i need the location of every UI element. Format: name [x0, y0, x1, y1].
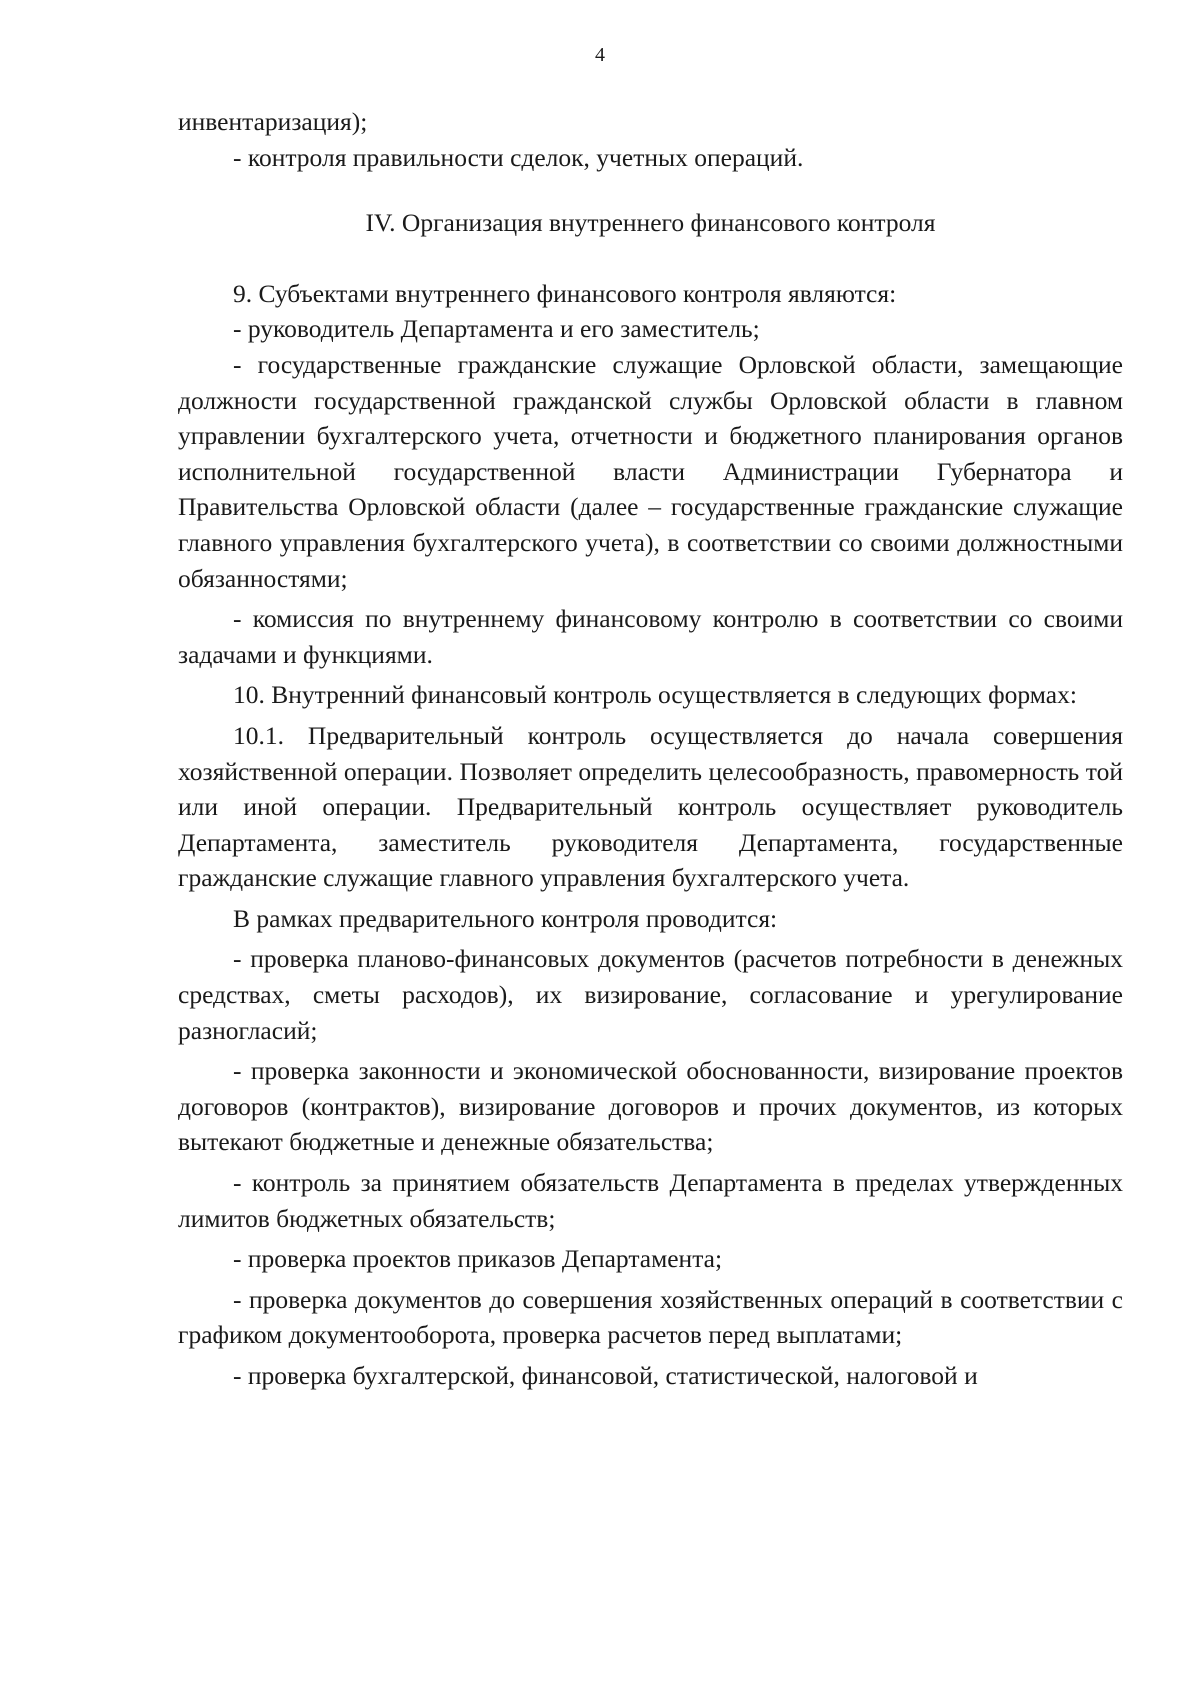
- section-heading: IV. Организация внутреннего финансового контроля: [365, 208, 936, 238]
- paragraph: инвентаризация);: [178, 107, 368, 136]
- paragraph: - контроль за принятием обязательств Департамента в пределах утвержденных лимитов бюджетных обязательств;: [178, 1168, 1123, 1233]
- paragraph: 10. Внутренний финансовый контроль осуществляется в следующих формах:: [233, 680, 1077, 710]
- paragraph: 9. Субъектами внутреннего финансового контроля являются:: [233, 278, 897, 308]
- paragraph: В рамках предварительного контроля проводится:: [233, 903, 778, 933]
- paragraph: - проверка документов до совершения хозяйственных операций в соответствии с графиком документооборота, проверка расчетов перед выплатами;: [178, 1284, 1123, 1350]
- document-body: [178, 104, 1123, 1394]
- page-number: 4: [595, 44, 605, 66]
- paragraph: - комиссия по внутреннему финансовому контролю в соответствии со своими задачами и функциями.: [178, 604, 1123, 669]
- paragraph: - контроля правильности сделок, учетных операций.: [233, 142, 804, 172]
- paragraph: - проверка планово-финансовых документов (расчетов потребности в денежных средствах, сметы расходов), их визирование, согласование и урегулирование разногласий;: [178, 944, 1123, 1045]
- paragraph: - проверка бухгалтерской, финансовой, статистической, налоговой и: [233, 1361, 978, 1390]
- paragraph: - проверка законности и экономической обоснованности, визирование проектов договоров (контрактов), визирование договоров и прочих документов, из которых вытекают бюджетные и денежные обязательства;: [178, 1056, 1123, 1157]
- paragraph: - руководитель Департамента и его заместитель;: [233, 314, 760, 344]
- paragraph: - проверка проектов приказов Департамента;: [233, 1244, 723, 1274]
- paragraph: 10.1. Предварительный контроль осуществляется до начала совершения хозяйственной операции. Позволяет определить целесообразность, правомерность той или иной операции. Предварительный контроль осуществляет руководитель Департамента, заместитель руководителя Департамента, государственные гражданские служащие главного управления бухгалтерского учета.: [178, 720, 1123, 893]
- paragraph: - государственные гражданские служащие Орловской области, замещающие должности государственной гражданской службы Орловской области в главном управлении бухгалтерского учета, отчетности и бюджетного планирования органов исполнительной государственной власти Администрации Губернатора и Правительства Орловской области (далее – государственные гражданские служащие главного управления бухгалтерского учета), в соответствии со своими должностными обязанностями;: [178, 349, 1123, 593]
